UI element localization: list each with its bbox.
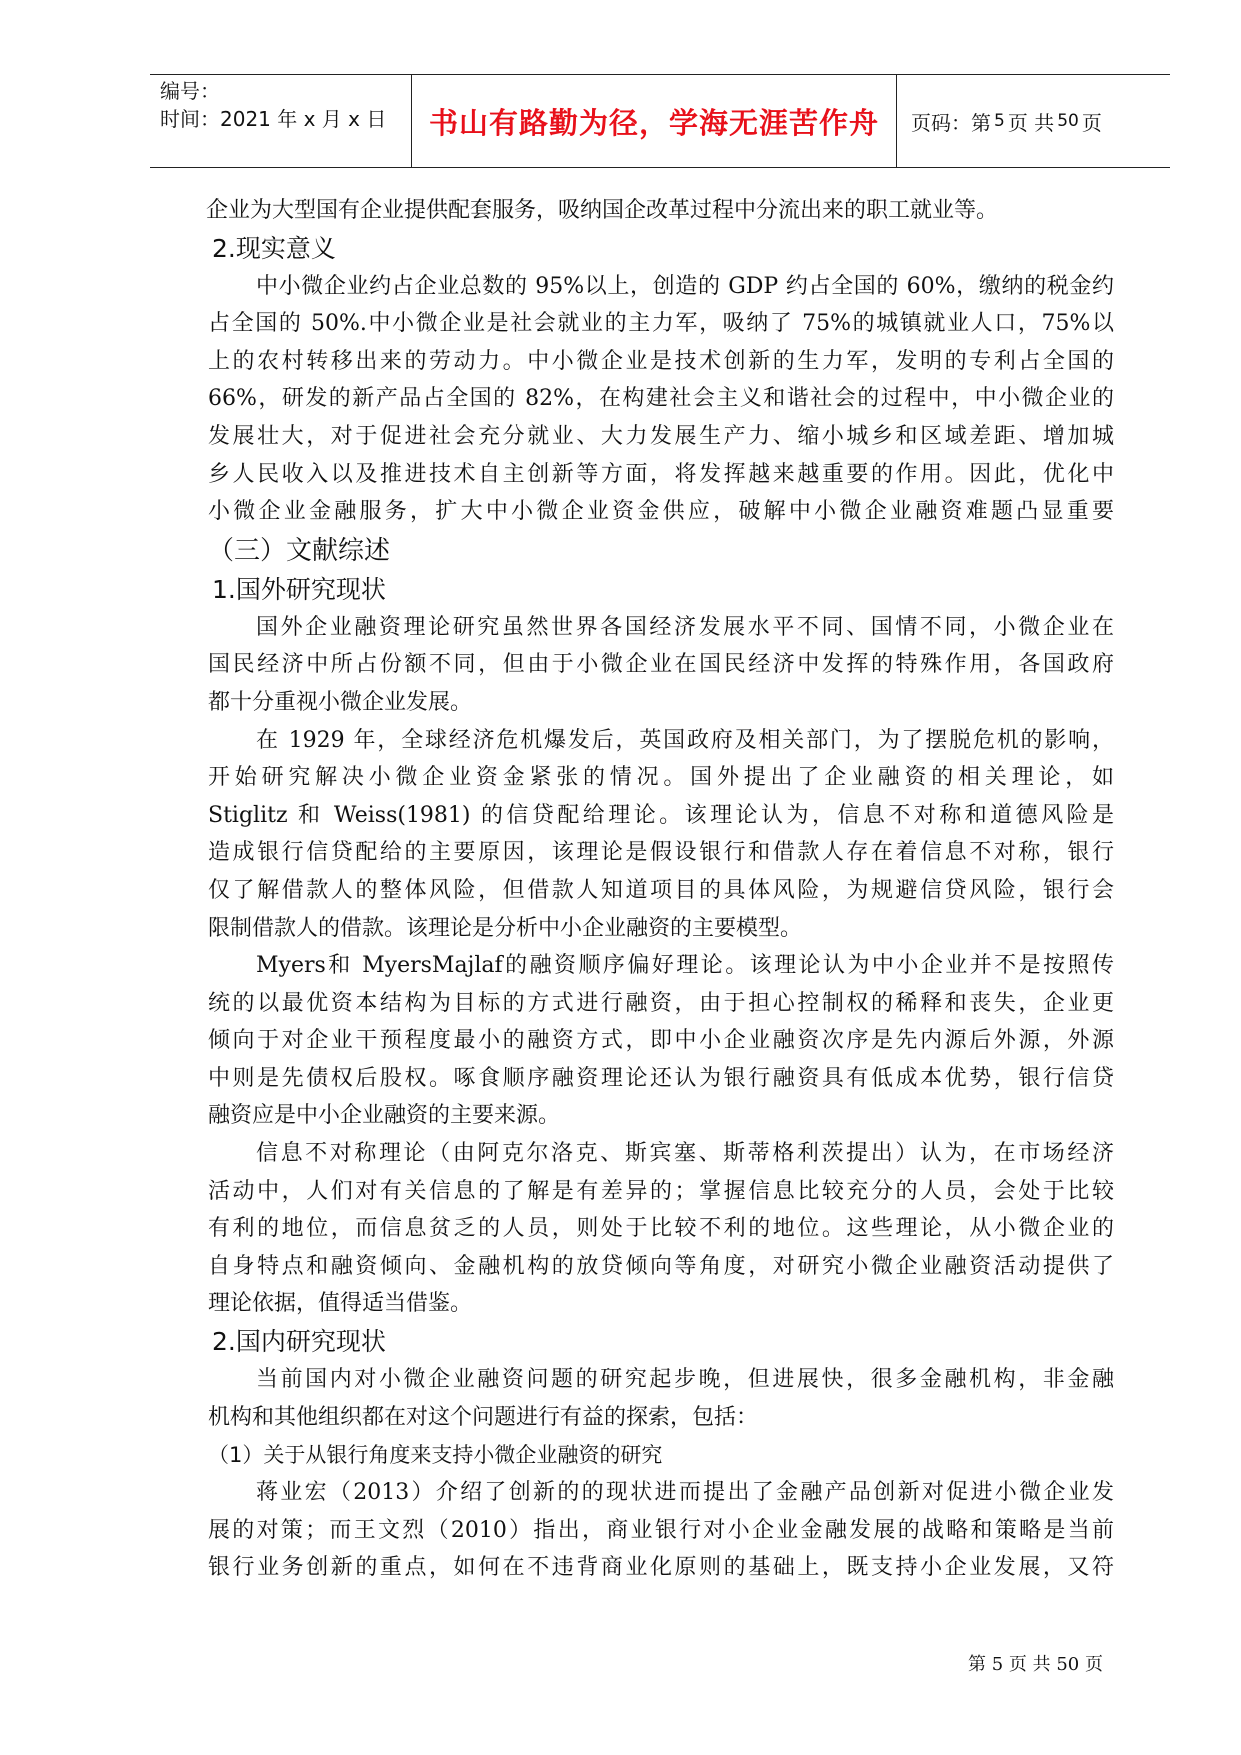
document-body [208, 192, 1114, 1587]
paragraph-line: 统的以最优资本结构为目标的方式进行融资，由于担心控制权的稀释和丧失，企业更 [208, 990, 1114, 1016]
paragraph-line: 银行业务创新的重点，如何在不违背商业化原则的基础上，既支持小企业发展，又符 [208, 1555, 1114, 1581]
section-heading: 2.现实意义 [212, 233, 336, 263]
paragraph-line: 发展壮大，对于促进社会充分就业、大力发展生产力、缩小城乡和区域差距、增加城 [208, 423, 1114, 449]
paragraph-line: 蒋业宏（2013）介绍了创新的的现状进而提出了金融产品创新对促进小微企业发 [256, 1480, 1114, 1506]
paragraph-line: 信息不对称理论（由阿克尔洛克、斯宾塞、斯蒂格利茨提出）认为，在市场经济 [256, 1141, 1114, 1167]
paragraph-line: 企业为大型国有企业提供配套服务，吸纳国企改革过程中分流出来的职工就业等。 [206, 198, 999, 223]
paragraph-line: 都十分重视小微企业发展。 [208, 689, 473, 715]
paragraph-line: 中则是先债权后股权。啄食顺序融资理论还认为银行融资具有低成本优势，银行信贷 [208, 1065, 1114, 1091]
subsection-heading: （1）关于从银行角度来支持小微企业融资的研究 [208, 1443, 663, 1468]
paragraph-line: 机构和其他组织都在对这个问题进行有益的探索，包括： [208, 1404, 759, 1430]
paragraph-line: 当前国内对小微企业融资问题的研究起步晚，但进展快，很多金融机构，非金融 [256, 1367, 1114, 1393]
page-suffix: 页 [1081, 110, 1102, 135]
header-meta-cell [150, 75, 412, 167]
paragraph-line: 展的对策；而王文烈（2010）指出，商业银行对小企业金融发展的战略和策略是当前 [208, 1517, 1114, 1543]
paragraph-line: 国外企业融资理论研究虽然世界各国经济发展水平不同、国情不同，小微企业在 [256, 614, 1114, 640]
paragraph-line: 活动中，人们对有关信息的了解是有差异的；掌握信息比较充分的人员，会处于比较 [208, 1178, 1114, 1204]
paragraph-line: 有利的地位，而信息贫乏的人员，则处于比较不利的地位。这些理论，从小微企业的 [208, 1216, 1114, 1242]
paragraph-line: Myers和 MyersMajlaf的融资顺序偏好理论。该理论认为中小企业并不是按照传 [256, 953, 1114, 979]
paragraph-line: 小微企业金融服务，扩大中小微企业资金供应，破解中小微企业融资难题凸显重要 [208, 499, 1114, 525]
paragraph-line: 倾向于对企业干预程度最小的融资方式，即中小企业融资次序是先内源后外源，外源 [208, 1028, 1114, 1054]
chapter-heading: （三）文献综述 [208, 535, 391, 566]
paragraph-line: 乡人民收入以及推进技术自主创新等方面，将发挥越来越重要的作用。因此，优化中 [208, 461, 1114, 487]
paragraph-line: 融资应是中小企业融资的主要来源。 [208, 1103, 561, 1129]
page-prefix: 页码：第 [911, 110, 991, 135]
paragraph-line: 66%，研发的新产品占全国的 82%，在构建社会主义和谐社会的过程中，中小微企业的 [208, 386, 1114, 412]
header-motto: 书山有路勤为径，学海无涯苦作舟 [412, 75, 897, 167]
serial-label: 编号： [160, 79, 220, 103]
page-header [150, 74, 1170, 168]
paragraph-line: 占全国的 50%.中小微企业是社会就业的主力军，吸纳了 75%的城镇就业人口，75%以 [208, 311, 1114, 337]
page-mid: 页 共 [1007, 110, 1055, 135]
section-heading: 1.国外研究现状 [212, 574, 386, 604]
paragraph-line: 在 1929 年，全球经济危机爆发后，英国政府及相关部门，为了摆脱危机的影响， [256, 727, 1114, 753]
paragraph-line: 上的农村转移出来的劳动力。中小微企业是技术创新的生力军，发明的专利占全国的 [208, 348, 1114, 374]
page-num: 5 [994, 111, 1005, 131]
time-label: 时间：2021 年 x 月 x 日 [160, 107, 387, 131]
paragraph-line: 限制借款人的借款。该理论是分析中小企业融资的主要模型。 [208, 915, 803, 941]
paragraph-line: 自身特点和融资倾向、金融机构的放贷倾向等角度，对研究小微企业融资活动提供了 [208, 1253, 1114, 1279]
page-total: 50 [1057, 111, 1079, 131]
paragraph-line: 国民经济中所占份额不同，但由于小微企业在国民经济中发挥的特殊作用，各国政府 [208, 652, 1114, 678]
paragraph-line: 开始研究解决小微企业资金紧张的情况。国外提出了企业融资的相关理论，如 [208, 765, 1114, 791]
header-page-number [897, 75, 1170, 167]
paragraph-line: 中小微企业约占企业总数的 95%以上，创造的 GDP 约占全国的 60%，缴纳的税金约 [256, 273, 1114, 299]
paragraph-line: Stiglitz 和 Weiss(1981) 的信贷配给理论。该理论认为，信息不对称和道德风险是 [208, 802, 1114, 828]
section-heading: 2.国内研究现状 [212, 1327, 386, 1357]
paragraph-line: 仅了解借款人的整体风险，但借款人知道项目的具体风险，为规避信贷风险，银行会 [208, 877, 1114, 903]
paragraph-line: 理论依据，值得适当借鉴。 [208, 1291, 473, 1317]
page-footer: 第 5 页 共 50 页 [968, 1654, 1103, 1675]
paragraph-line: 造成银行信贷配给的主要原因，该理论是假设银行和借款人存在着信息不对称，银行 [208, 840, 1114, 866]
